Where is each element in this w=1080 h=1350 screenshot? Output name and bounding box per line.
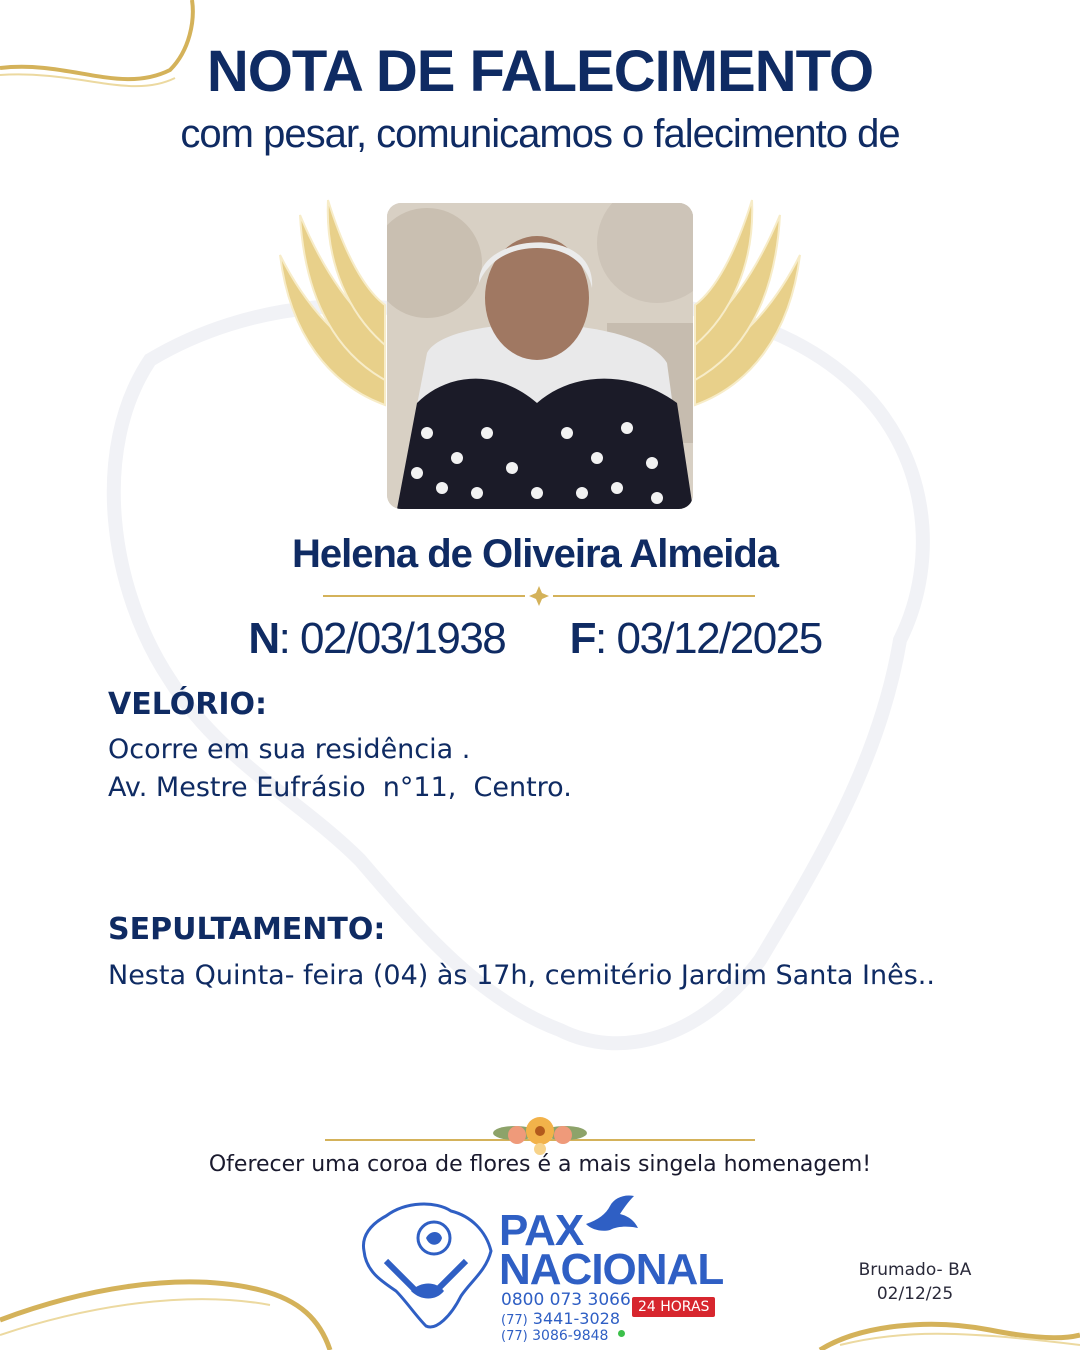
star-icon	[529, 586, 549, 606]
birth-date: 02/03/1938	[300, 614, 506, 663]
right-wing-icon	[690, 195, 810, 415]
portrait-photo	[387, 203, 693, 509]
publish-date: 02/12/25	[876, 1284, 954, 1304]
flower-divider-icon	[325, 1105, 755, 1155]
dove-icon	[584, 1194, 640, 1234]
life-dates: N: 02/03/1938 F: 03/12/2025	[248, 614, 822, 663]
deceased-name: Helena de Oliveira Almeida	[291, 532, 779, 576]
whatsapp-icon	[618, 1330, 625, 1337]
city-name: Brumado- BA	[858, 1260, 972, 1280]
tribute-text: Oferecer uma coroa de flores é a mais singela homenagem!	[208, 1152, 872, 1177]
brand-name-line1: PAX	[499, 1206, 584, 1255]
location-info	[840, 1258, 990, 1306]
wake-label: VELÓRIO:	[108, 687, 268, 722]
death-date: 03/12/2025	[616, 614, 822, 663]
page-title: NOTA DE FALECIMENTO	[206, 39, 874, 104]
death-label: F	[569, 614, 596, 663]
phone-tollfree: 0800 073 3066	[501, 1290, 631, 1310]
burial-text: Nesta Quinta- feira (04) às 17h, cemitério Jardim Santa Inês..	[108, 960, 935, 991]
brazil-map-logo-icon	[356, 1196, 496, 1336]
24h-badge: 24 HORAS	[632, 1297, 715, 1317]
brand-name-line2: NACIONAL	[499, 1245, 724, 1294]
burial-label: SEPULTAMENTO:	[108, 912, 386, 947]
birth-label: N	[248, 614, 279, 663]
gold-divider	[323, 584, 755, 608]
page-subtitle: com pesar, comunicamos o falecimento de	[180, 112, 900, 156]
phone-third: (77) 3086-9848	[501, 1328, 609, 1344]
phone-second: (77) 3441-3028	[501, 1309, 620, 1328]
wake-line1: Ocorre em sua residência .	[108, 734, 471, 765]
left-wing-icon	[270, 195, 390, 415]
wake-line2: Av. Mestre Eufrásio n°11, Centro.	[108, 772, 572, 803]
